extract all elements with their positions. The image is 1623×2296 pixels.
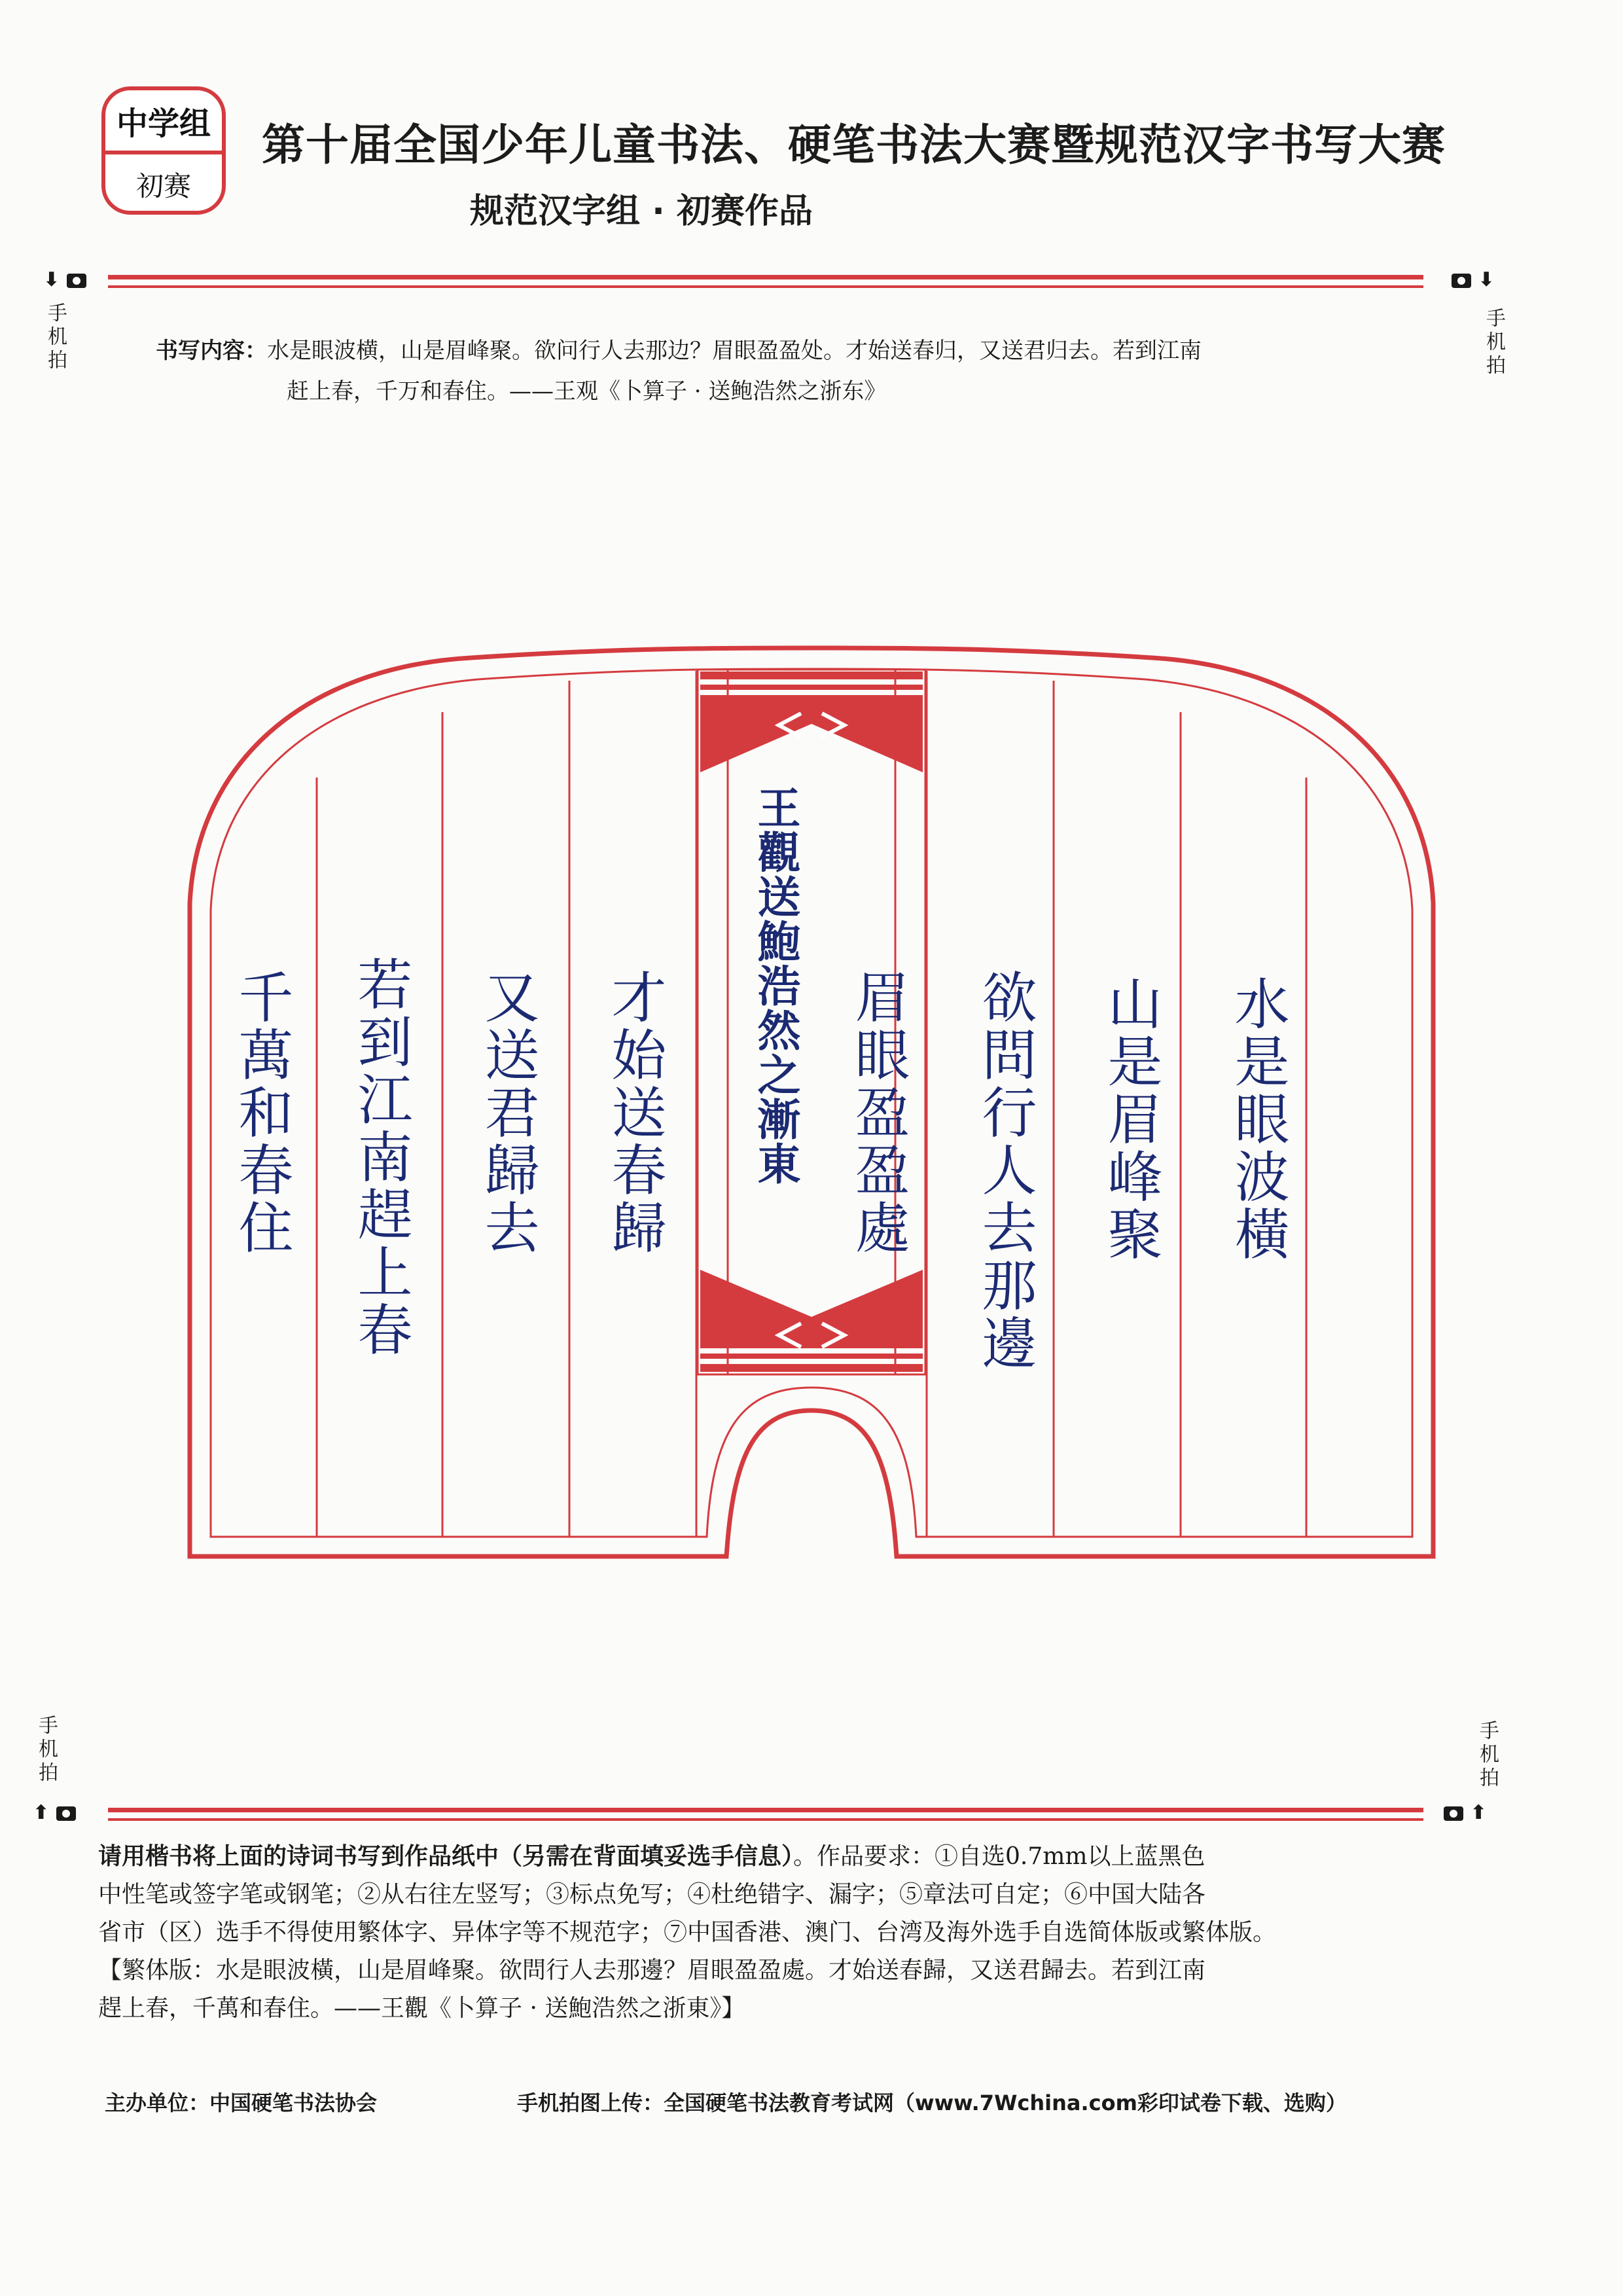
footer-organizer: 主办单位：中国硬笔书法协会 (105, 2090, 378, 2115)
camera-icon (1444, 1806, 1463, 1821)
top-right-marker (1452, 268, 1495, 291)
page-subtitle: 规范汉字组 · 初赛作品 (470, 192, 813, 231)
arrow-up-icon: ⬆ (1470, 1801, 1487, 1824)
writing-content (156, 331, 1412, 412)
badge-group: 中学组 (105, 90, 222, 154)
artwork-column-7: 若到江南趕上春 (349, 956, 413, 1359)
bottom-divider (108, 1808, 1423, 1821)
content-line-2: 赶上春，千万和春住。——王观《卜算子 · 送鲍浩然之浙东》 (287, 378, 887, 404)
notice-line-4: 【繁体版：水是眼波橫，山是眉峰聚。欲問行人去那邊？眉眼盈盈處。才始送春歸，又送君歸去。若到江南 (98, 1957, 1206, 1984)
phone-photo-label-br: 手机拍 (1476, 1720, 1499, 1791)
content-line-1: 水是眼波横，山是眉峰聚。欲问行人去那边？眉眼盈盈处。才始送春归，又送君归去。若到江南 (267, 338, 1202, 364)
notice-line-2: 中性笔或签字笔或钢笔；②从右往左竖写；③标点免写；④杜绝错字、漏字；⑤章法可自定；⑥中国大陆各 (98, 1881, 1206, 1908)
camera-icon (1452, 274, 1471, 288)
footer-upload: 手机拍图上传：全国硬笔书法教育考试网（www.7Wchina.com彩印试卷下载、选购） (517, 2090, 1347, 2115)
arrow-down-icon: ⬇ (43, 268, 60, 291)
artwork-column-3: 欲問行人去那邊 (973, 969, 1037, 1372)
top-left-marker (43, 268, 86, 291)
notice-line-1-bold: 请用楷书将上面的诗词书写到作品纸中（另需在背面填妥选手信息） (98, 1843, 794, 1870)
bottom-left-marker (33, 1801, 76, 1824)
writing-requirements (98, 1838, 1453, 2028)
artwork-column-6: 又送君歸去 (476, 969, 540, 1257)
phone-photo-label-tl: 手机拍 (44, 302, 67, 373)
page-title: 第十届全国少年儿童书法、硬笔书法大赛暨规范汉字书写大赛 (262, 119, 1446, 170)
camera-icon (56, 1806, 76, 1821)
top-divider (108, 275, 1423, 288)
group-badge (101, 86, 226, 215)
notice-line-3: 省市（区）选手不得使用繁体字、异体字等不规范字；⑦中国香港、澳门、台湾及海外选手自选简体版或繁体版。 (98, 1919, 1277, 1946)
artwork-column-2: 山是眉峰聚 (1099, 975, 1163, 1263)
artwork-column-8: 千萬和春住 (230, 969, 294, 1257)
bottom-right-marker (1444, 1801, 1487, 1824)
artwork-signature-column: 王觀送鮑浩然之漸東 (750, 785, 801, 1186)
artwork-column-1: 水是眼波橫 (1226, 975, 1290, 1263)
artwork-column-4: 眉眼盈盈處 (846, 969, 910, 1257)
phone-photo-label-tr: 手机拍 (1482, 308, 1505, 378)
notice-line-1-rest: 。作品要求：①自选0.7mm以上蓝黑色 (793, 1843, 1205, 1870)
phone-photo-label-bl: 手机拍 (35, 1715, 58, 1785)
notice-line-5: 趕上春，千萬和春住。——王觀《卜算子 · 送鮑浩然之浙東》】 (98, 1995, 745, 2022)
content-label: 书写内容： (156, 338, 267, 364)
camera-icon (67, 274, 86, 288)
arrow-up-icon: ⬆ (33, 1801, 50, 1824)
artwork-column-5: 才始送春歸 (603, 969, 667, 1257)
arrow-down-icon: ⬇ (1478, 268, 1495, 291)
badge-stage: 初赛 (135, 170, 191, 202)
